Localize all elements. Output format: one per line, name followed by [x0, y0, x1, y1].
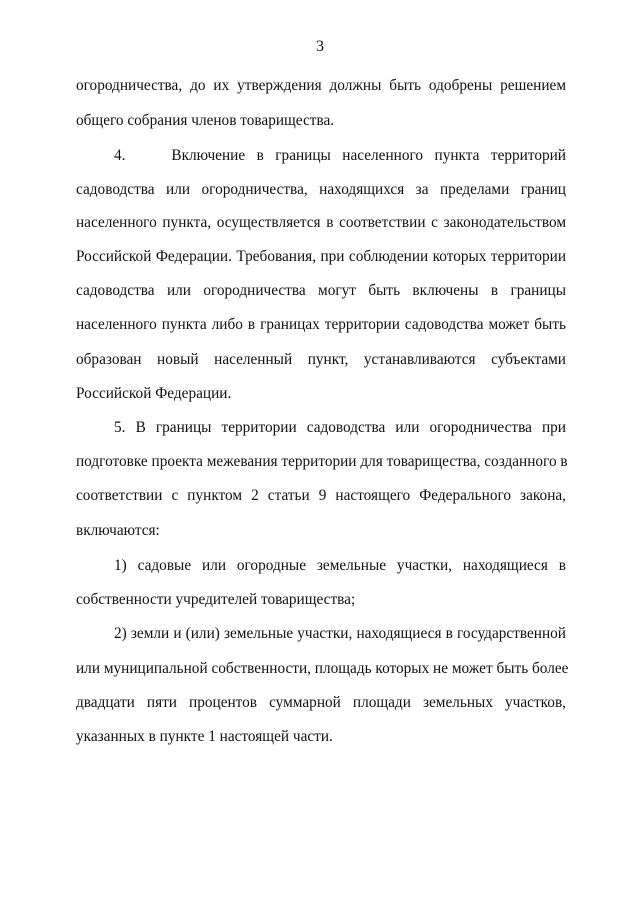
page-number: 3 — [316, 38, 324, 55]
text-line: указанных в пункте 1 настоящей части. — [76, 728, 333, 745]
text-line: Российской Федерации. Требования, при соблюдении которых территории — [76, 248, 566, 265]
paragraph-5-start: 5. В границы территории садоводства или огородничества при — [114, 419, 566, 436]
text-line: населенного пункта либо в границах территории садоводства может быть — [76, 316, 566, 333]
text-line: собственности учредителей товарищества; — [76, 591, 356, 608]
text-line: или муниципальной собственности, площадь которых не может быть более — [76, 660, 569, 677]
text-line: подготовке проекта межевания территории для товарищества, созданного в — [76, 453, 568, 470]
text-line: двадцати пяти процентов суммарной площади земельных участков, — [76, 694, 566, 711]
text-line: садоводства или огородничества могут быть включены в границы — [76, 282, 566, 299]
list-item-1-start: 1) садовые или огородные земельные участки, находящиеся в — [114, 557, 566, 574]
text-line: включаются: — [76, 522, 160, 539]
paragraph-4-start: 4. Включение в границы населенного пункта территорий — [114, 147, 566, 164]
text-line: общего собрания членов товарищества. — [76, 112, 335, 129]
text-line: соответствии с пунктом 2 статьи 9 настоящего Федерального закона, — [76, 487, 566, 504]
list-item-2-start: 2) земли и (или) земельные участки, находящиеся в государственной — [114, 625, 566, 642]
text-line: образован новый населенный пункт, устанавливаются субъектами — [76, 351, 566, 368]
text-line: Российской Федерации. — [76, 385, 232, 402]
text-line: огородничества, до их утверждения должны быть одобрены решением — [76, 77, 566, 94]
text-line: садоводства или огородничества, находящихся за пределами границ — [76, 181, 566, 198]
text-line: населенного пункта, осуществляется в соответствии с законодательством — [76, 214, 566, 231]
